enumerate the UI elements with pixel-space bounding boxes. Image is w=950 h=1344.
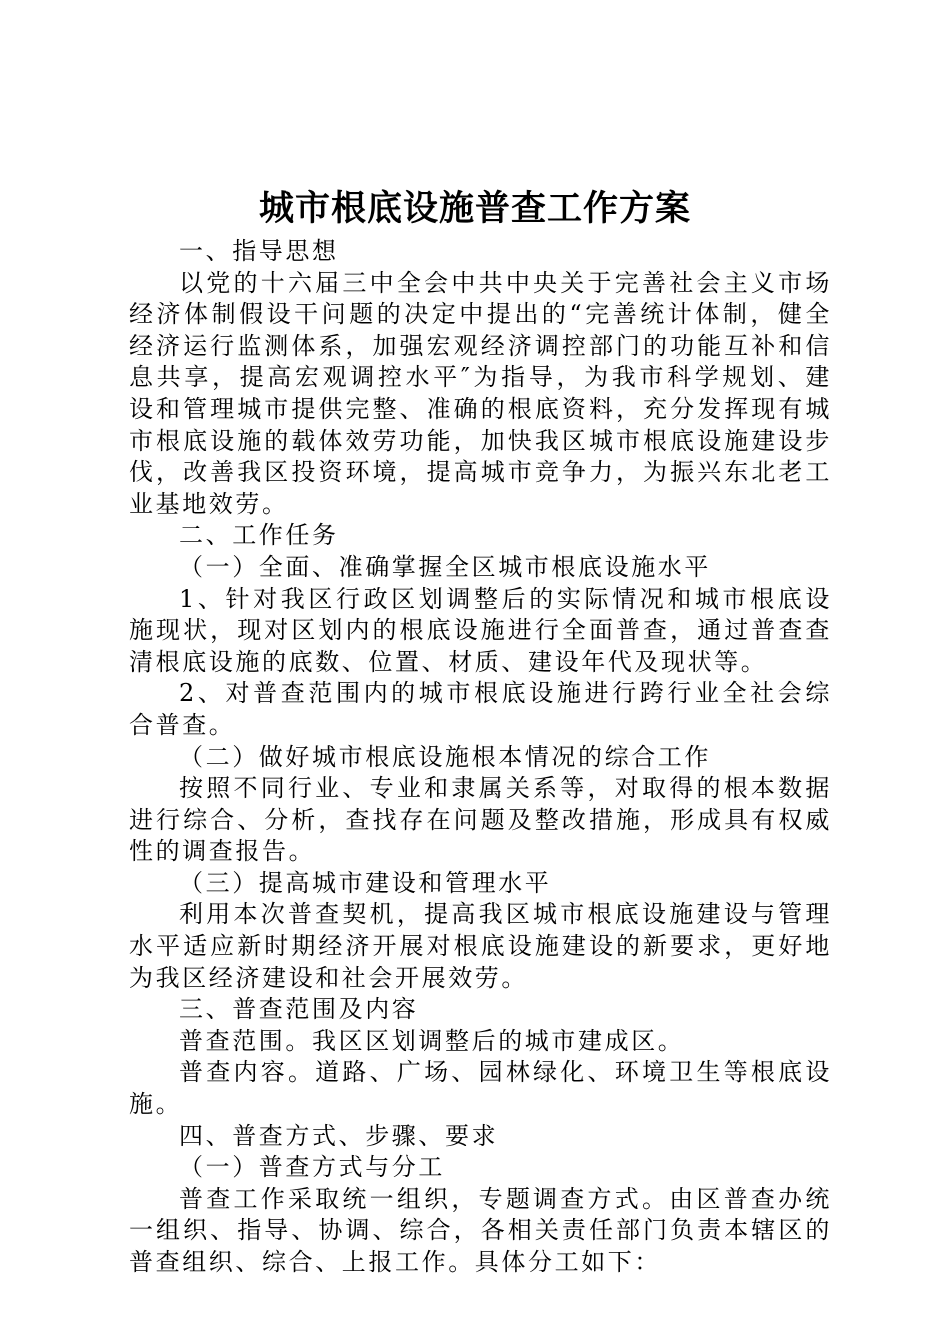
subsection-heading: （二）做好城市根底设施根本情况的综合工作	[179, 742, 711, 771]
paragraph: 以党的十六届三中全会中共中央关于完善社会主义市场经济体制假设干问题的决定中提出的“完善统计体制，健全经济运行监测体系，加强宏观经济调控部门的功能互补和信息共享，提高宏观调控水平″为指导，为我市科学规划、建设和管理城市提供完整、准确的根底资料，充分发挥现有城市根底设施的载体效劳功能，加快我区城市根底设施建设步伐，改善我区投资环境，提高城市竞争力，为振兴东北老工业基地效劳。	[129, 268, 832, 518]
paragraph: 1、针对我区行政区划调整后的实际情况和城市根底设施现状，现对区划内的根底设施进行全面普查，通过普查查清根底设施的底数、位置、材质、建设年代及现状等。	[129, 584, 832, 676]
section-heading: 三、普查范围及内容	[179, 995, 419, 1024]
paragraph: 利用本次普查契机，提高我区城市根底设施建设与管理水平适应新时期经济开展对根底设施建设的新要求，更好地为我区经济建设和社会开展效劳。	[129, 900, 832, 992]
paragraph: 普查范围。我区区划调整后的城市建成区。	[179, 1026, 685, 1055]
paragraph: 普查工作采取统一组织，专题调查方式。由区普查办统一组织、指导、协调、综合，各相关责任部门负责本辖区的普查组织、综合、上报工作。具体分工如下：	[129, 1184, 832, 1276]
section-heading: 二、工作任务	[179, 521, 339, 550]
paragraph: 普查内容。道路、广场、园林绿化、环境卫生等根底设施。	[129, 1058, 832, 1119]
subsection-heading: （一）全面、准确掌握全区城市根底设施水平	[179, 552, 711, 581]
paragraph: 2、对普查范围内的城市根底设施进行跨行业全社会综合普查。	[129, 679, 832, 739]
subsection-heading: （三）提高城市建设和管理水平	[179, 868, 552, 897]
document-body	[129, 236, 832, 1279]
paragraph: 按照不同行业、专业和隶属关系等，对取得的根本数据进行综合、分析，查找存在问题及整改措施，形成具有权威性的调查报告。	[129, 774, 832, 866]
document-title: 城市根底设施普查工作方案	[258, 188, 691, 229]
subsection-heading: （一）普查方式与分工	[179, 1153, 445, 1182]
section-heading: 四、普查方式、步骤、要求	[179, 1121, 499, 1150]
section-heading: 一、指导思想	[179, 237, 339, 265]
